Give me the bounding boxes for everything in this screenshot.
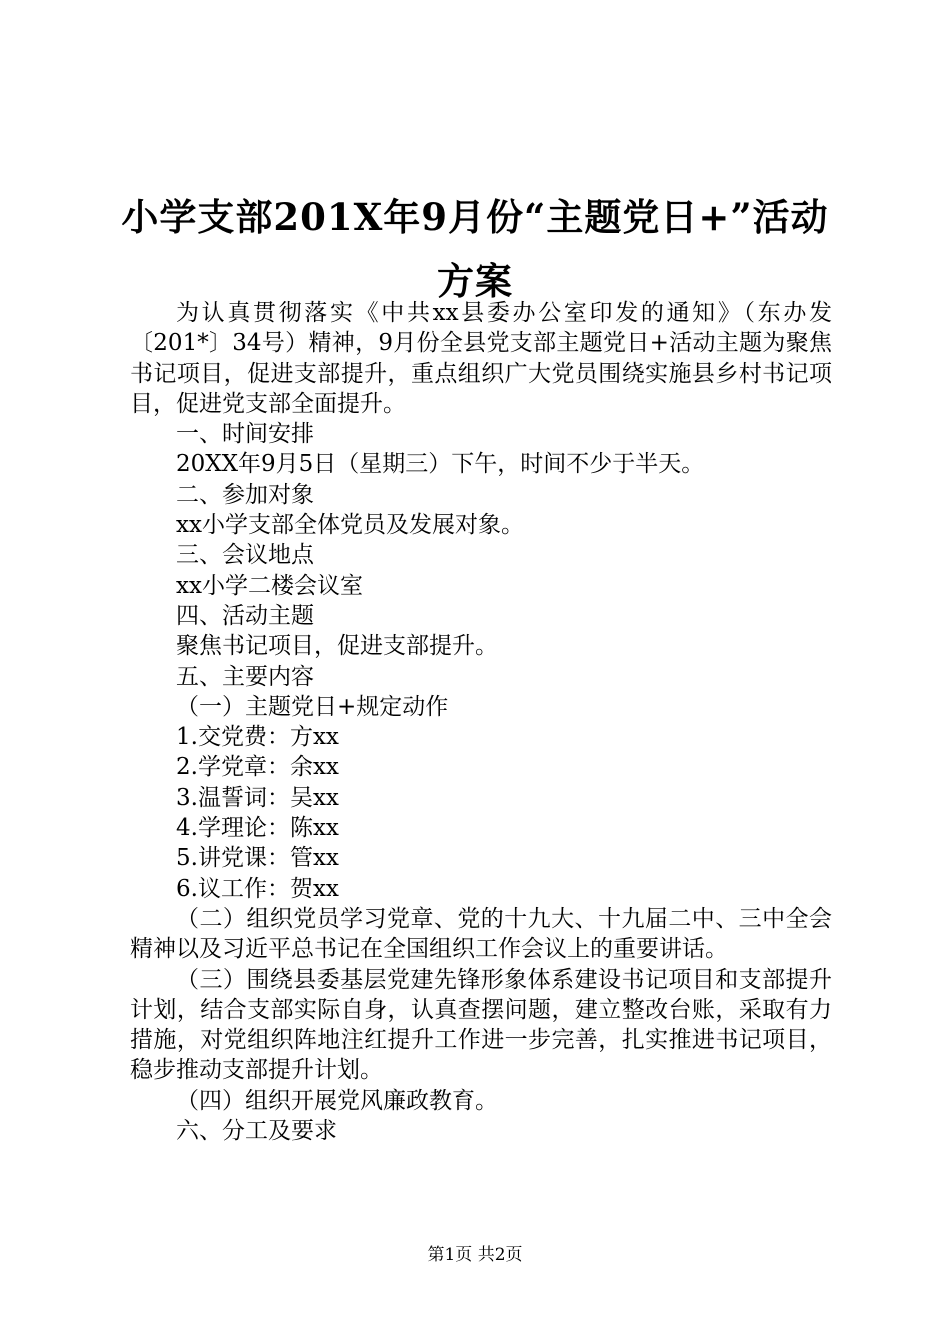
subsection-paragraph-education: （四）组织开展党风廉政教育。: [176, 1087, 498, 1114]
intro-paragraph: 为认真贯彻落实《中共xx县委办公室印发的通知》（东办发〔201*〕34号）精神，9月份全县党支部主题党日+活动主题为聚焦书记项目，促进支部提升，重点组织广大党员围绕实施县乡村书记项目，促进党支部全面提升。: [130, 300, 832, 417]
section-heading-theme: 四、活动主题: [176, 602, 314, 629]
section-text-participants: xx小学支部全体党员及发展对象。: [176, 512, 524, 539]
section-heading-location: 三、会议地点: [176, 542, 314, 569]
section-heading-time: 一、时间安排: [176, 421, 314, 448]
section-text-theme: 聚焦书记项目，促进支部提升。: [176, 633, 498, 660]
duty-item: 2.学党章：余xx: [176, 754, 339, 781]
document-title: 小学支部201X年9月份“主题党日+”活动方案: [121, 195, 829, 303]
duty-item: 4.学理论：陈xx: [176, 815, 339, 842]
subsection-paragraph-study: （二）组织党员学习党章、党的十九大、十九届二中、三中全会精神以及习近平总书记在全国组织工作会议上的重要讲话。: [130, 905, 832, 963]
section-heading-participants: 二、参加对象: [176, 481, 314, 508]
duty-item: 6.议工作：贺xx: [176, 875, 339, 902]
duty-item: 3.温誓词：吴xx: [176, 784, 339, 811]
page-number-footer: 第1页 共2页: [427, 1245, 523, 1265]
duty-item: 5.讲党课：管xx: [176, 845, 339, 872]
section-heading-content: 五、主要内容: [176, 663, 314, 690]
section-text-location: xx小学二楼会议室: [176, 572, 363, 599]
subsection-paragraph-improvement: （三）围绕县委基层党建先锋形象体系建设书记项目和支部提升计划，结合支部实际自身，认真查摆问题，建立整改台账，采取有力措施，对党组织阵地注红提升工作进一步完善，扎实推进书记项目，稳步推动支部提升计划。: [130, 966, 832, 1084]
section-heading-division: 六、分工及要求: [176, 1118, 337, 1145]
duty-item: 1.交党费：方xx: [176, 724, 339, 751]
section-text-time: 20XX年9月5日（星期三）下午，时间不少于半天。: [176, 451, 705, 478]
document-body: [130, 298, 832, 1146]
subsection-heading-required-actions: （一）主题党日+规定动作: [176, 693, 449, 720]
